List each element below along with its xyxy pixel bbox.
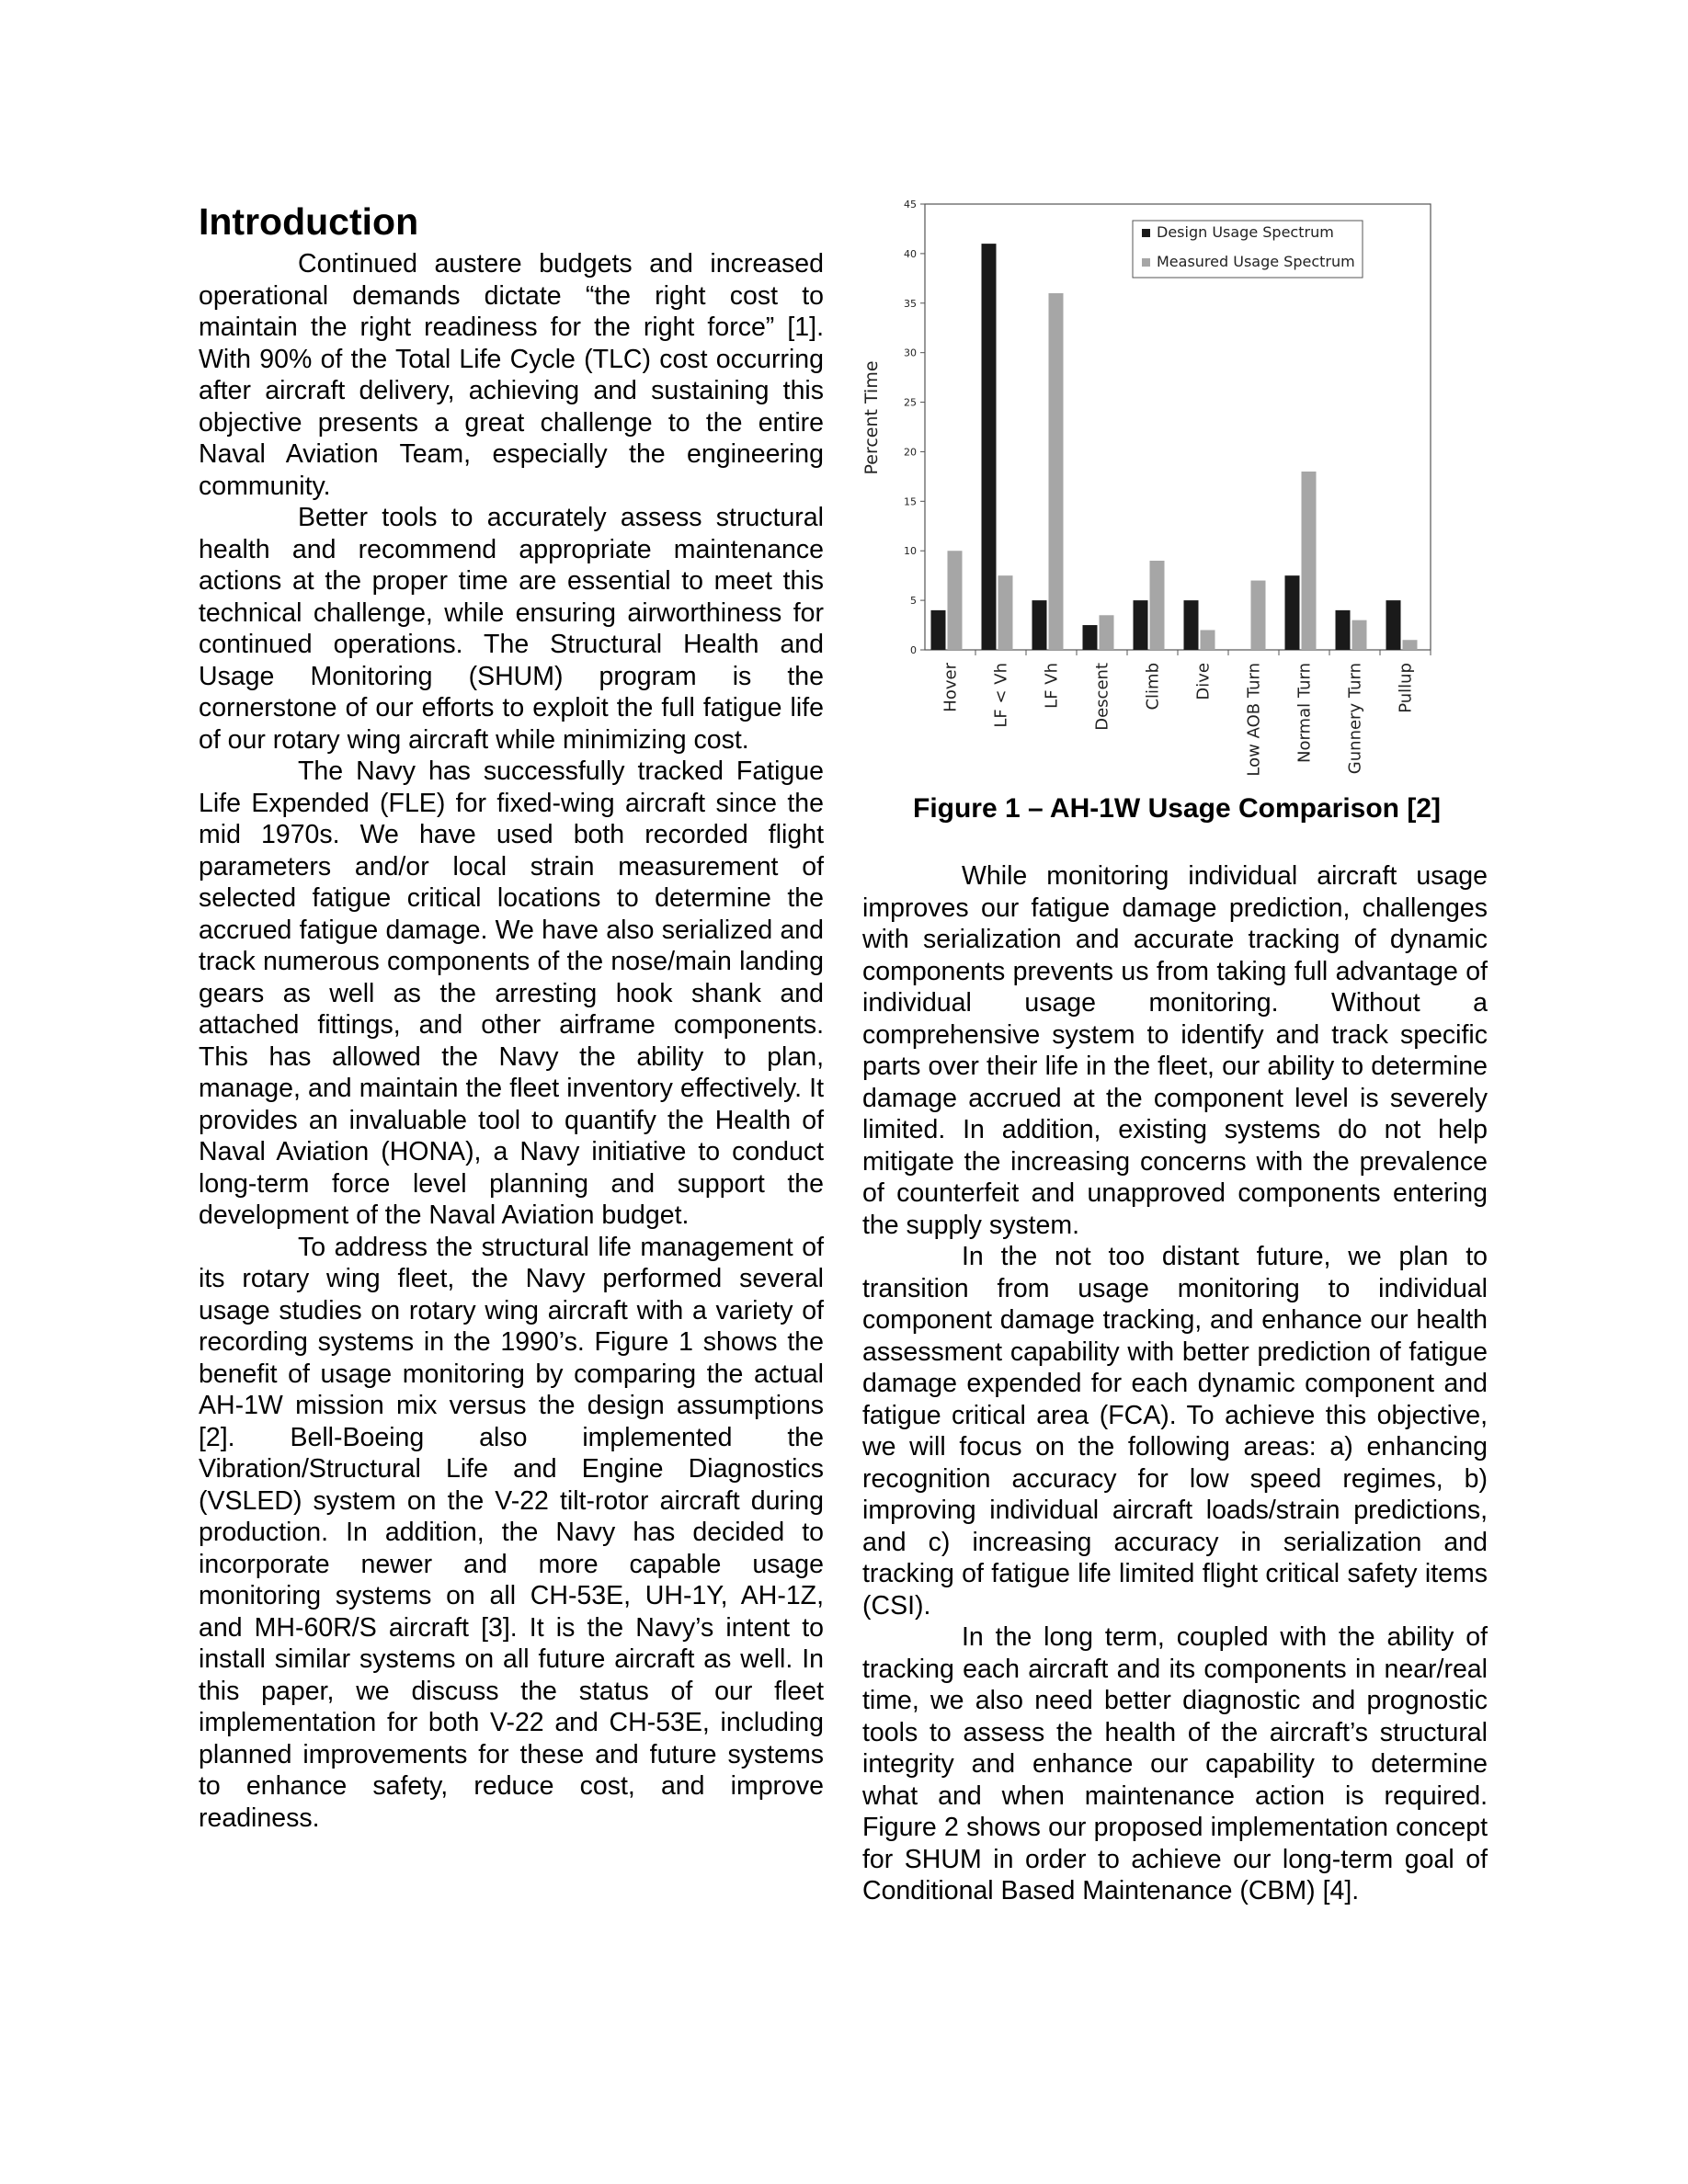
bar [1352,620,1367,650]
category-label: LF Vh [1042,663,1062,709]
figure-1-chart [855,193,1499,800]
category-label: Descent [1092,663,1112,731]
bar [1285,575,1300,650]
bar [1134,600,1148,650]
paragraph: While monitoring individual aircraft usage improves our fatigue damage prediction, challenges with serialization and accurate tracking of dynamic components prevents us from taking full advantage of individual usage monitoring. Without a comprehensive system to identify and track specific parts over their life in the fleet, our ability to determine damage accrued at the component level is severely limited. In addition, existing systems do not help mitigate the increasing concerns with the prevalence of counterfeit and unapproved components entering the supply system. [862,861,1488,1240]
figure-caption: Figure 1 – AH-1W Usage Comparison [2] [913,793,1441,824]
legend-entry: Measured Usage Spectrum [1157,253,1355,270]
category-label: Low AOB Turn [1244,663,1264,777]
bar [931,610,946,650]
legend-entry: Design Usage Spectrum [1157,223,1334,241]
y-tick-label: 45 [904,199,917,210]
section-heading: Introduction [199,200,419,243]
paragraph: To address the structural life management of its rotary wing fleet, the Navy performed several usage studies on rotary wing aircraft with a variety of recording systems in the 1990’s. Figure 1 shows the benefit of usage monitoring by comparing the actual AH-1W mission mix versus the design assumptions [2]. Bell-Boeing also implemented the Vibration/Structural Life and Engine Diagnostics (VSLED) system on the V-22 tilt-rotor aircraft during production. In addition, the Navy has decided to incorporate newer and more capable usage monitoring systems on all CH-53E, UH-1Y, AH-1Z, and MH-60R/S aircraft [3]. It is the Navy’s intent to install similar systems on all future aircraft as well. In this paper, we discuss the status of our fleet implementation for both V-22 and CH-53E, including planned improvements for these and future systems to enhance safety, reduce cost, and improve readiness. [199,1232,824,1833]
bar [1302,472,1317,650]
paragraph: Better tools to accurately assess structural health and recommend appropriate maintenance actions at the proper time are essential to meet this technical challenge, while ensuring airworthiness for continued operations. The Structural Health and Usage Monitoring (SHUM) program is the cornerstone of our efforts to exploit the full fatigue life of our rotary wing aircraft while minimizing cost. [199,503,824,755]
y-tick-label: 30 [904,347,917,359]
bar [1386,600,1401,650]
y-tick-label: 5 [910,595,917,608]
bar [948,551,963,650]
category-label: Dive [1193,663,1214,700]
y-tick-label: 35 [904,297,917,310]
bar [1150,561,1165,650]
paragraph: In the not too distant future, we plan to transition from usage monitoring to individual component damage tracking, and enhance our health assessment capability with better prediction of fatigue damage expended for each dynamic component and fatigue critical area (FCA). To achieve this objective, we will focus on the following areas: a) enhancing recognition accuracy for low speed regimes, b) improving individual aircraft loads/strain predictions, and c) increasing accuracy in serialization and tracking of fatigue life limited flight critical safety items (CSI). [862,1242,1488,1621]
bar [1201,630,1215,650]
bar [1251,581,1266,650]
y-tick-label: 20 [904,446,917,459]
category-label: Hover [941,663,961,712]
bar [1403,640,1418,650]
paragraph: In the long term, coupled with the ability of tracking each aircraft and its components in near/real time, we also need better diagnostic and prognostic tools to assess the health of the aircraft’s structural integrity and enhance our capability to determine what and when maintenance action is required. Figure 2 shows our proposed implementation concept for SHUM in order to achieve our long-term goal of Conditional Based Maintenance (CBM) [4]. [862,1622,1488,1905]
paragraph: The Navy has successfully tracked Fatigue Life Expended (FLE) for fixed-wing aircraft since the mid 1970s. We have used both recorded flight parameters and/or local strain measurement of selected fatigue critical locations to determine the accrued fatigue damage. We have also serialized and track numerous components of the nose/main landing gears as well as the arresting hook shank and attached fittings, and other airframe components. This has allowed the Navy the ability to plan, manage, and maintain the fleet inventory effectively. It provides an invaluable tool to quantify the Health of Naval Aviation (HONA), a Navy initiative to conduct long-term force level planning and support the development of the Naval Aviation budget. [199,756,824,1230]
category-label: LF < Vh [991,663,1011,728]
y-tick-label: 25 [904,396,917,409]
bar [982,244,997,650]
bar [1083,625,1098,650]
legend-swatch [1142,229,1150,237]
category-label: Pullup [1396,663,1416,713]
right-column [862,860,1488,1907]
bar [1049,293,1064,650]
bar [1184,600,1199,650]
y-axis-label: Percent Time [861,360,882,475]
y-tick-label: 0 [910,644,917,656]
bar [1100,615,1114,650]
bar [1032,600,1047,650]
legend-swatch [1142,258,1150,267]
bar [1336,610,1351,650]
bar [998,575,1013,650]
y-tick-label: 40 [904,247,917,260]
y-tick-label: 10 [904,545,917,558]
category-label: Gunnery Turn [1345,663,1365,775]
usage-bar-chart [855,193,1499,800]
left-column [199,197,824,1834]
paragraph: Continued austere budgets and increased operational demands dictate “the right cost to maintain the right readiness for the right force” [1]. With 90% of the Total Life Cycle (TLC) cost occurring after aircraft delivery, achieving and sustaining this objective presents a great challenge to the entire Naval Aviation Team, especially the engineering community. [199,249,824,501]
category-label: Climb [1143,663,1163,711]
category-label: Normal Turn [1295,663,1315,764]
y-tick-label: 15 [904,495,917,508]
